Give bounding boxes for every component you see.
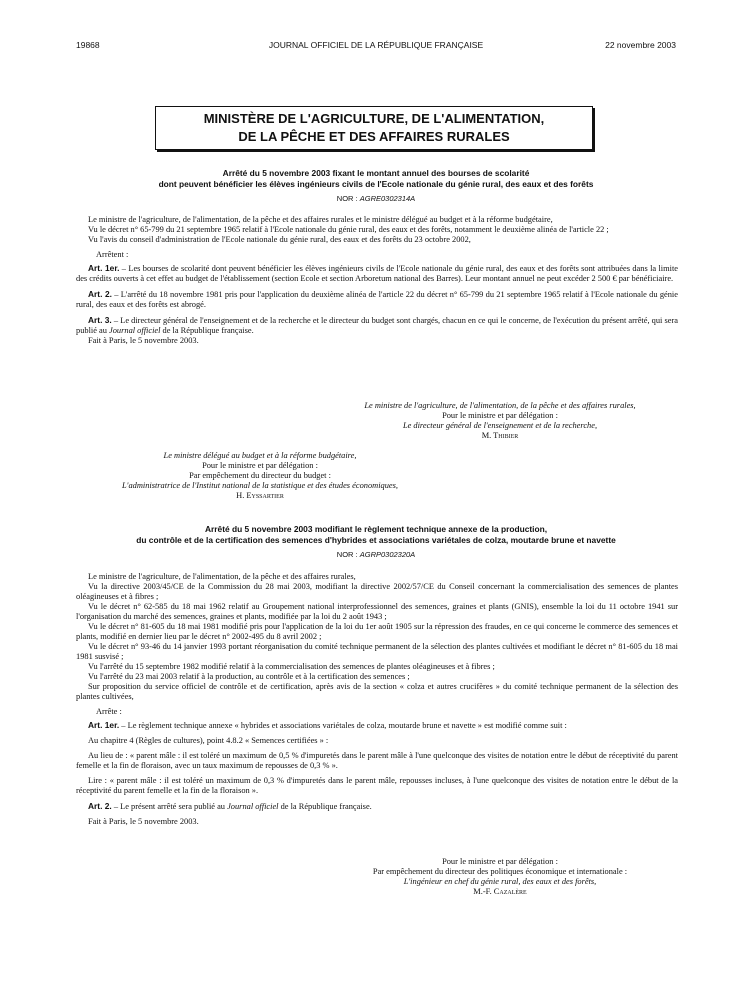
arrete: Arrête : — [96, 707, 122, 716]
nor-label: NOR : — [336, 194, 358, 203]
arrete2-title-line-2: du contrôle et de la certification des semences d'hybrides et associations variétales de colza, moutarde brune et navette — [136, 535, 616, 545]
arrete1-title-line-1: Arrêté du 5 novembre 2003 fixant le montant annuel des bourses de scolarité — [222, 168, 530, 178]
article-1: Art. 1er. – Les bourses de scolarité dont peuvent bénéficier les élèves ingénieurs civils de l'Ecole nationale du génie rural, des eaux et des forêts sont attribuées dans la limite des crédits ouverts à cet effet au budget de l'établissement (section Ecole et section Arboretum national des Barres). Leur montant annuel ne peut excéder 2 500 € par bénéficiaire. — [76, 263, 678, 283]
visa: Vu le décret n° 62-585 du 18 mai 1962 relatif au Groupement national interprofessionnel des semences, graines et plants (GNIS), ensemble la loi du 11 octobre 1941 sur l'organisation du marché des semences, graines et plants, modifiée par la loi du 2 août 1943 ; — [76, 602, 678, 621]
chapter-reference: Au chapitre 4 (Règles de cultures), point 4.8.2 « Semences certifiées » : — [88, 736, 329, 745]
arrete2-title-line-1: Arrêté du 5 novembre 2003 modifiant le règlement technique annexe de la production, — [204, 524, 548, 534]
article-2: Art. 2. – L'arrêté du 18 novembre 1981 pris pour l'application du deuxième alinéa de l'article 22 du décret n° 65-799 du 21 septembre 1965 relatif à l'Ecole nationale du génie rural, des eaux et des forêts est abrogé. — [76, 289, 678, 309]
visa: Le ministre de l'agriculture, de l'alimentation, de la pêche et des affaires rurales, — [88, 572, 356, 581]
nor-code: AGRP0302320A — [359, 550, 416, 559]
arrete1-title — [76, 168, 676, 190]
article-label: Art. 3. — [88, 315, 112, 325]
article-label: Art. 1er. — [88, 720, 120, 730]
visa: Vu l'arrêté du 15 septembre 1982 modifié relatif à la commercialisation des semences de plantes oléagineuses et à fibres ; — [88, 662, 495, 671]
signature-block-2: Le ministre délégué au budget et à la réforme budgétaire, Pour le ministre et par délégation : Par empêchement du directeur du budget : L'administratrice de l'Institut national de la statistique et des études économiques, H. Eyssartier — [122, 451, 398, 500]
visa: Vu la directive 2003/45/CE de la Commission du 28 mai 2003, modifiant la directive 2002/57/CE du Conseil concernant la commercialisation des semences de plantes oléagineuses et à fibres ; — [76, 582, 678, 601]
arrete2-title — [76, 524, 676, 546]
visa: Sur proposition du service officiel de contrôle et de certification, après avis de la section « colza et autres crucifères » du comité technique permanent de la sélection des plantes cultivées, — [76, 682, 678, 701]
fait-a-paris: Fait à Paris, le 5 novembre 2003. — [88, 817, 199, 826]
ministry-heading-box — [155, 106, 593, 150]
article-label: Art. 2. — [88, 289, 112, 299]
ministry-line-1: MINISTÈRE DE L'AGRICULTURE, DE L'ALIMENTATION, — [203, 111, 545, 126]
article-label: Art. 2. — [88, 801, 112, 811]
visa: Vu l'avis du conseil d'administration de l'Ecole nationale du génie rural, des eaux et des forêts du 23 octobre 2002, — [88, 235, 471, 244]
signature-block-3: Pour le ministre et par délégation : Par empêchement du directeur des politiques économique et internationale : L'ingénieur en chef du génie rural, des eaux et des forêts, M.-F. Cazalère — [372, 857, 628, 896]
article-1: Art. 1er. – Le règlement technique annexe « hybrides et associations variétales de colza, moutarde brune et navette » est modifié comme suit : — [88, 720, 567, 730]
arrete2-nor — [76, 550, 676, 559]
article-label: Art. 1er. — [88, 263, 120, 273]
arretent: Arrêtent : — [96, 250, 129, 259]
ministry-line-2: DE LA PÊCHE ET DES AFFAIRES RURALES — [238, 129, 510, 144]
page-header — [76, 40, 676, 54]
arrete1-nor — [76, 194, 676, 203]
arrete1-body — [76, 215, 678, 346]
article-3: Art. 3. – Le directeur général de l'enseignement et de la recherche et le directeur du budget sont chargés, chacun en ce qui le concerne, de l'exécution du présent arrêté, qui sera publié au Journal officiel de la République française. — [76, 315, 678, 335]
arrete2-body — [76, 572, 678, 827]
lire: Lire : « parent mâle : il est toléré un maximum de 0,3 % d'impuretés dans le parent mâle, repousses incluses, à l'une quelconque des visites de notation entre le début de la réceptivité du parent femelle et la fin de la floraison ». — [76, 776, 678, 795]
au-lieu-de: Au lieu de : « parent mâle : il est toléré un maximum de 0,5 % d'impuretés dans le parent mâle à l'une quelconque des visites de notation entre le début de réceptivité du parent femelle et la fin de floraison, avec un taux maximum de repousses de 0,3 % ». — [76, 751, 678, 770]
fait-a-paris: Fait à Paris, le 5 novembre 2003. — [88, 336, 199, 345]
visa: Le ministre de l'agriculture, de l'alimentation, de la pêche et des affaires rurales et le ministre délégué au budget et à la réforme budgétaire, — [88, 215, 553, 224]
visa: Vu le décret n° 65-799 du 21 septembre 1965 relatif à l'Ecole nationale du génie rural, des eaux et des forêts, notamment le deuxième alinéa de l'article 22 ; — [88, 225, 609, 234]
nor-label: NOR : — [336, 550, 358, 559]
visa: Vu le décret n° 93-46 du 14 janvier 1993 portant réorganisation du comité technique permanent de la sélection des plantes cultivées et modifiant le décret n° 81-605 du 18 mai 1981 susvisé ; — [76, 642, 678, 661]
visa: Vu le décret n° 81-605 du 18 mai 1981 modifié pris pour l'application de la loi du 1er août 1905 sur la répression des fraudes, en ce qui concerne le commerce des semences et plants, modifié en dernier lieu par le décret n° 2002-495 du 8 avril 2002 ; — [76, 622, 678, 641]
issue-date: 22 novembre 2003 — [605, 40, 676, 50]
page-number: 19868 — [76, 40, 100, 50]
article-2: Art. 2. – Le présent arrêté sera publié au Journal officiel de la République française. — [88, 801, 372, 811]
arrete1-title-line-2: dont peuvent bénéficier les élèves ingénieurs civils de l'Ecole nationale du génie rural, des eaux et des forêts — [158, 179, 594, 189]
visa: Vu l'arrêté du 23 mai 2003 relatif à la production, au contrôle et à la certification des semences ; — [88, 672, 410, 681]
journal-title: JOURNAL OFFICIEL DE LA RÉPUBLIQUE FRANÇAISE — [268, 40, 484, 50]
signature-block-1: Le ministre de l'agriculture, de l'alimentation, de la pêche et des affaires rurales, Pour le ministre et par délégation : Le directeur général de l'enseignement et de la recherche, M. Thibier — [364, 401, 636, 440]
nor-code: AGRE0302314A — [359, 194, 416, 203]
